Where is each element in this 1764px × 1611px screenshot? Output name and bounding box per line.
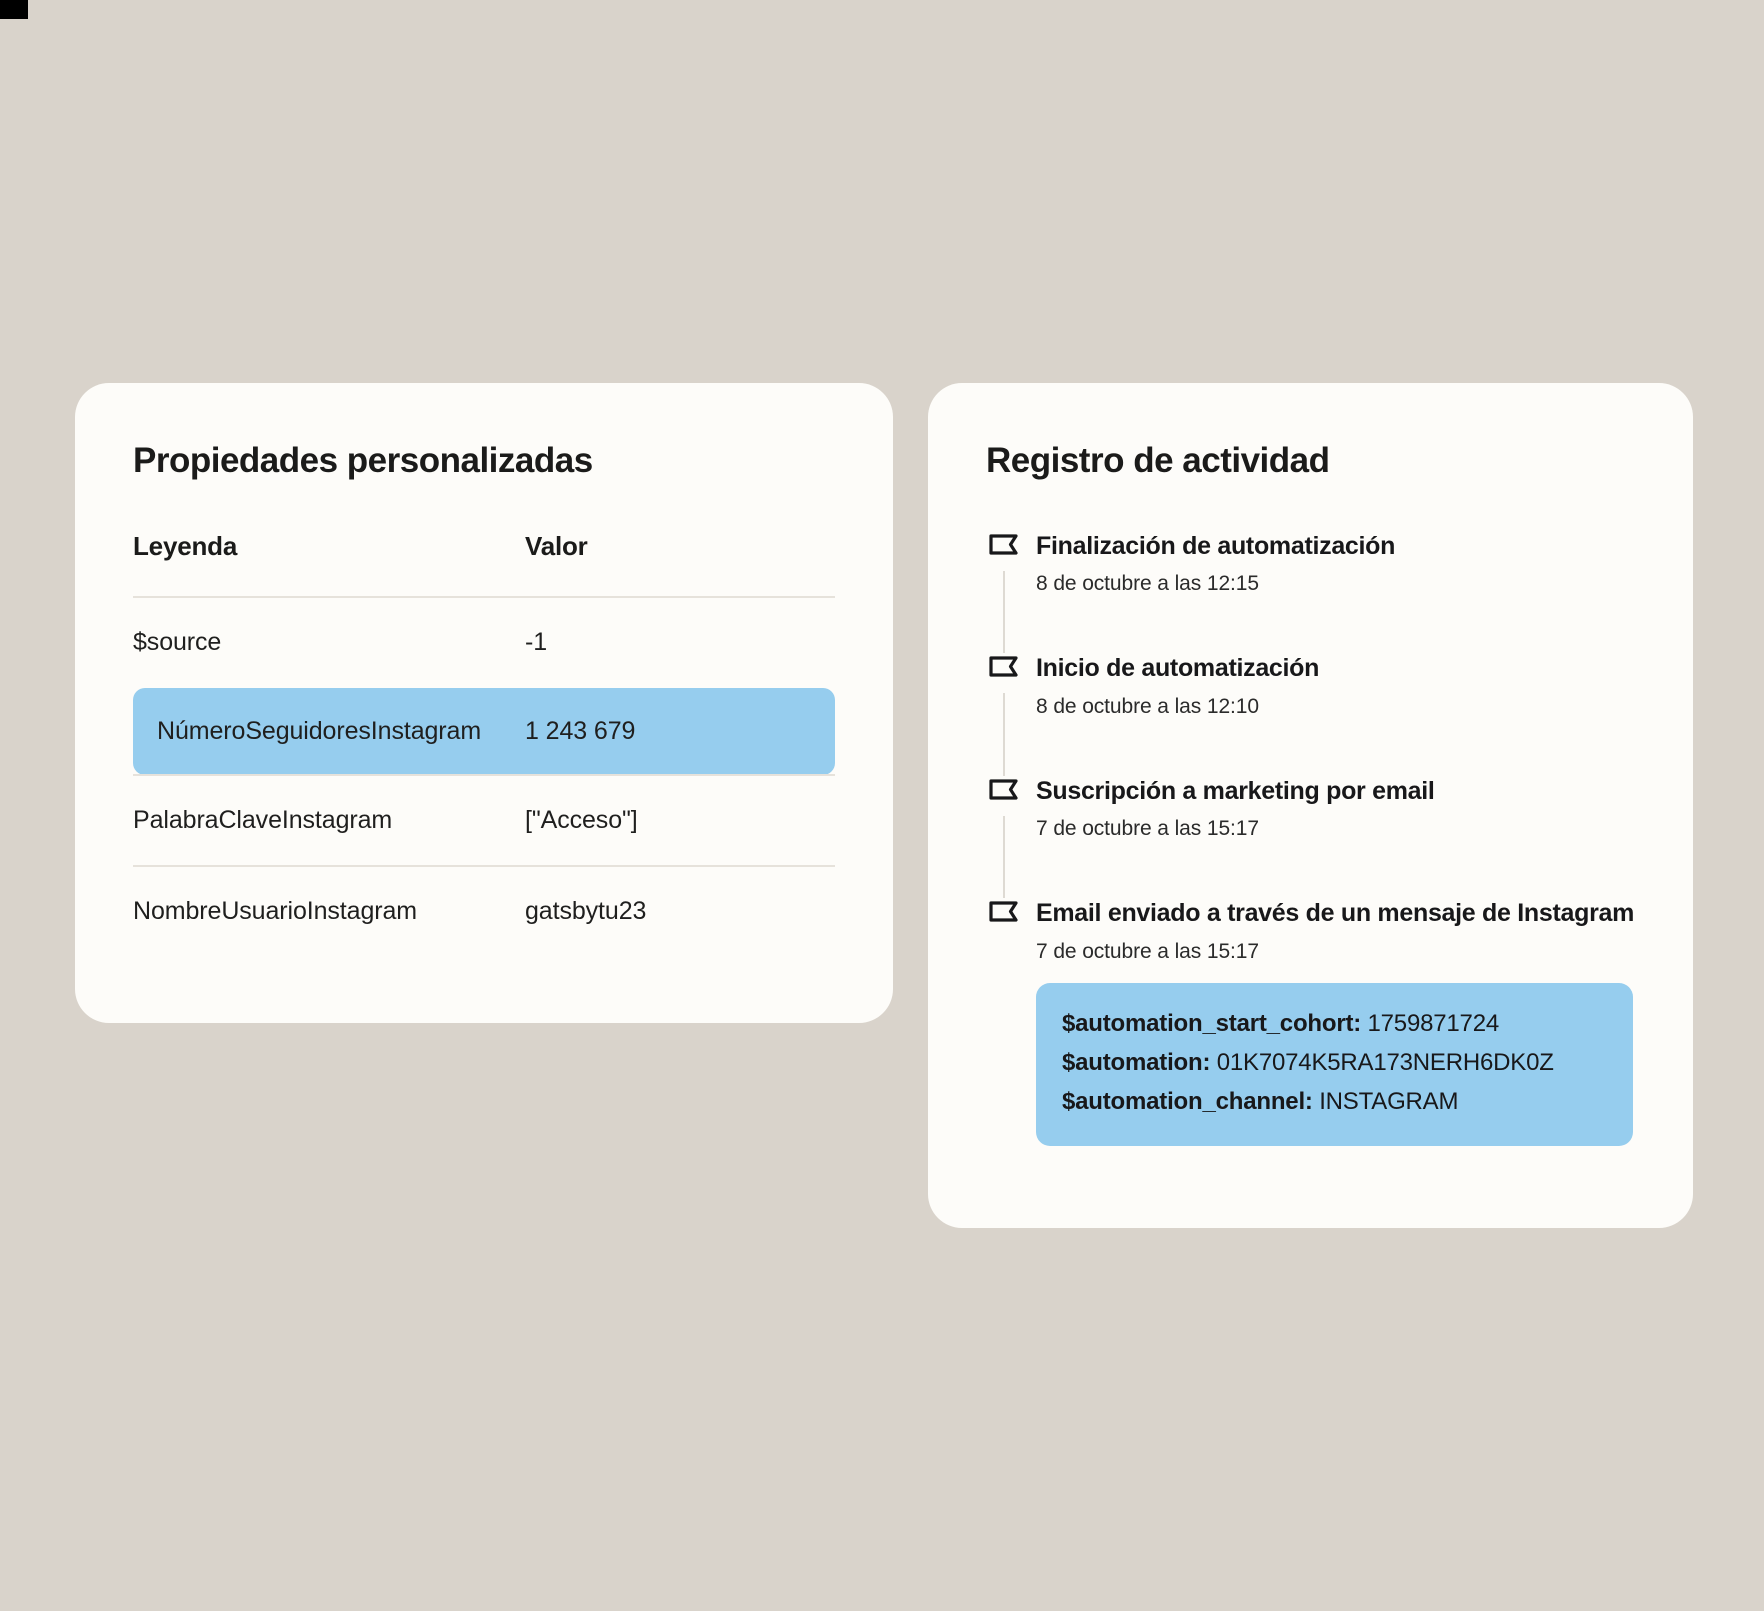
- activity-list-item[interactable]: [986, 898, 1635, 1145]
- activity-timestamp: 8 de octubre a las 12:10: [1036, 694, 1259, 718]
- property-value: -1: [525, 597, 835, 688]
- activity-title: Suscripción a marketing por email: [1036, 776, 1435, 805]
- metadata-key: $automation_start_cohort:: [1062, 1009, 1362, 1037]
- metadata-key: $automation:: [1062, 1048, 1211, 1076]
- table-row[interactable]: [133, 775, 835, 866]
- custom-properties-card: [75, 383, 893, 1023]
- table-row[interactable]: [133, 866, 835, 956]
- activity-timestamp: 8 de octubre a las 12:15: [1036, 572, 1259, 595]
- property-key: PalabraClaveInstagram: [133, 775, 525, 866]
- flag-icon: [989, 655, 1019, 679]
- timeline-rail: [1003, 571, 1005, 654]
- activity-log-title: Registro de actividad: [986, 441, 1330, 480]
- automation-metadata-block: [1036, 983, 1633, 1146]
- metadata-line: [1062, 1005, 1607, 1044]
- metadata-value: INSTAGRAM: [1319, 1087, 1459, 1115]
- property-key: NúmeroSeguidoresInstagram: [133, 688, 525, 775]
- table-row-highlighted[interactable]: [133, 688, 835, 775]
- property-value: ["Acceso"]: [525, 775, 835, 866]
- activity-title: Inicio de automatización: [1036, 654, 1320, 683]
- activity-list-item[interactable]: [986, 776, 1635, 899]
- activity-timestamp: 7 de octubre a las 15:17: [1036, 939, 1259, 963]
- metadata-value: 1759871724: [1367, 1009, 1499, 1037]
- column-header-value: Valor: [525, 530, 588, 561]
- activity-list-item[interactable]: [986, 653, 1635, 776]
- metadata-value: 01K7074K5RA173NERH6DK0Z: [1216, 1048, 1554, 1076]
- table-head: [133, 531, 835, 597]
- table-header-row: [133, 531, 835, 597]
- table-row[interactable]: [133, 597, 835, 688]
- flag-icon: [989, 778, 1019, 802]
- timeline-rail: [1003, 693, 1005, 776]
- property-value: gatsbytu23: [525, 866, 835, 956]
- metadata-key: $automation_channel:: [1062, 1087, 1313, 1115]
- property-value: 1 243 679: [525, 688, 835, 775]
- activity-list-item[interactable]: [986, 531, 1635, 654]
- activity-list: [986, 531, 1635, 1146]
- timeline-rail: [1003, 816, 1005, 899]
- metadata-line: [1062, 1044, 1607, 1083]
- activity-log-card: [928, 383, 1693, 1228]
- custom-properties-title: Propiedades personalizadas: [133, 441, 593, 480]
- metadata-line: [1062, 1083, 1607, 1122]
- table-body: [133, 597, 835, 956]
- property-key: $source: [133, 597, 525, 688]
- flag-icon: [989, 533, 1019, 557]
- property-key: NombreUsuarioInstagram: [133, 866, 525, 956]
- flag-icon: [989, 900, 1019, 924]
- column-header-key: Leyenda: [133, 530, 238, 561]
- activity-title: Finalización de automatización: [1036, 531, 1396, 560]
- custom-properties-table: [133, 531, 835, 956]
- activity-title: Email enviado a través de un mensaje de Instagram: [1036, 899, 1635, 928]
- activity-timestamp: 7 de octubre a las 15:17: [1036, 817, 1259, 841]
